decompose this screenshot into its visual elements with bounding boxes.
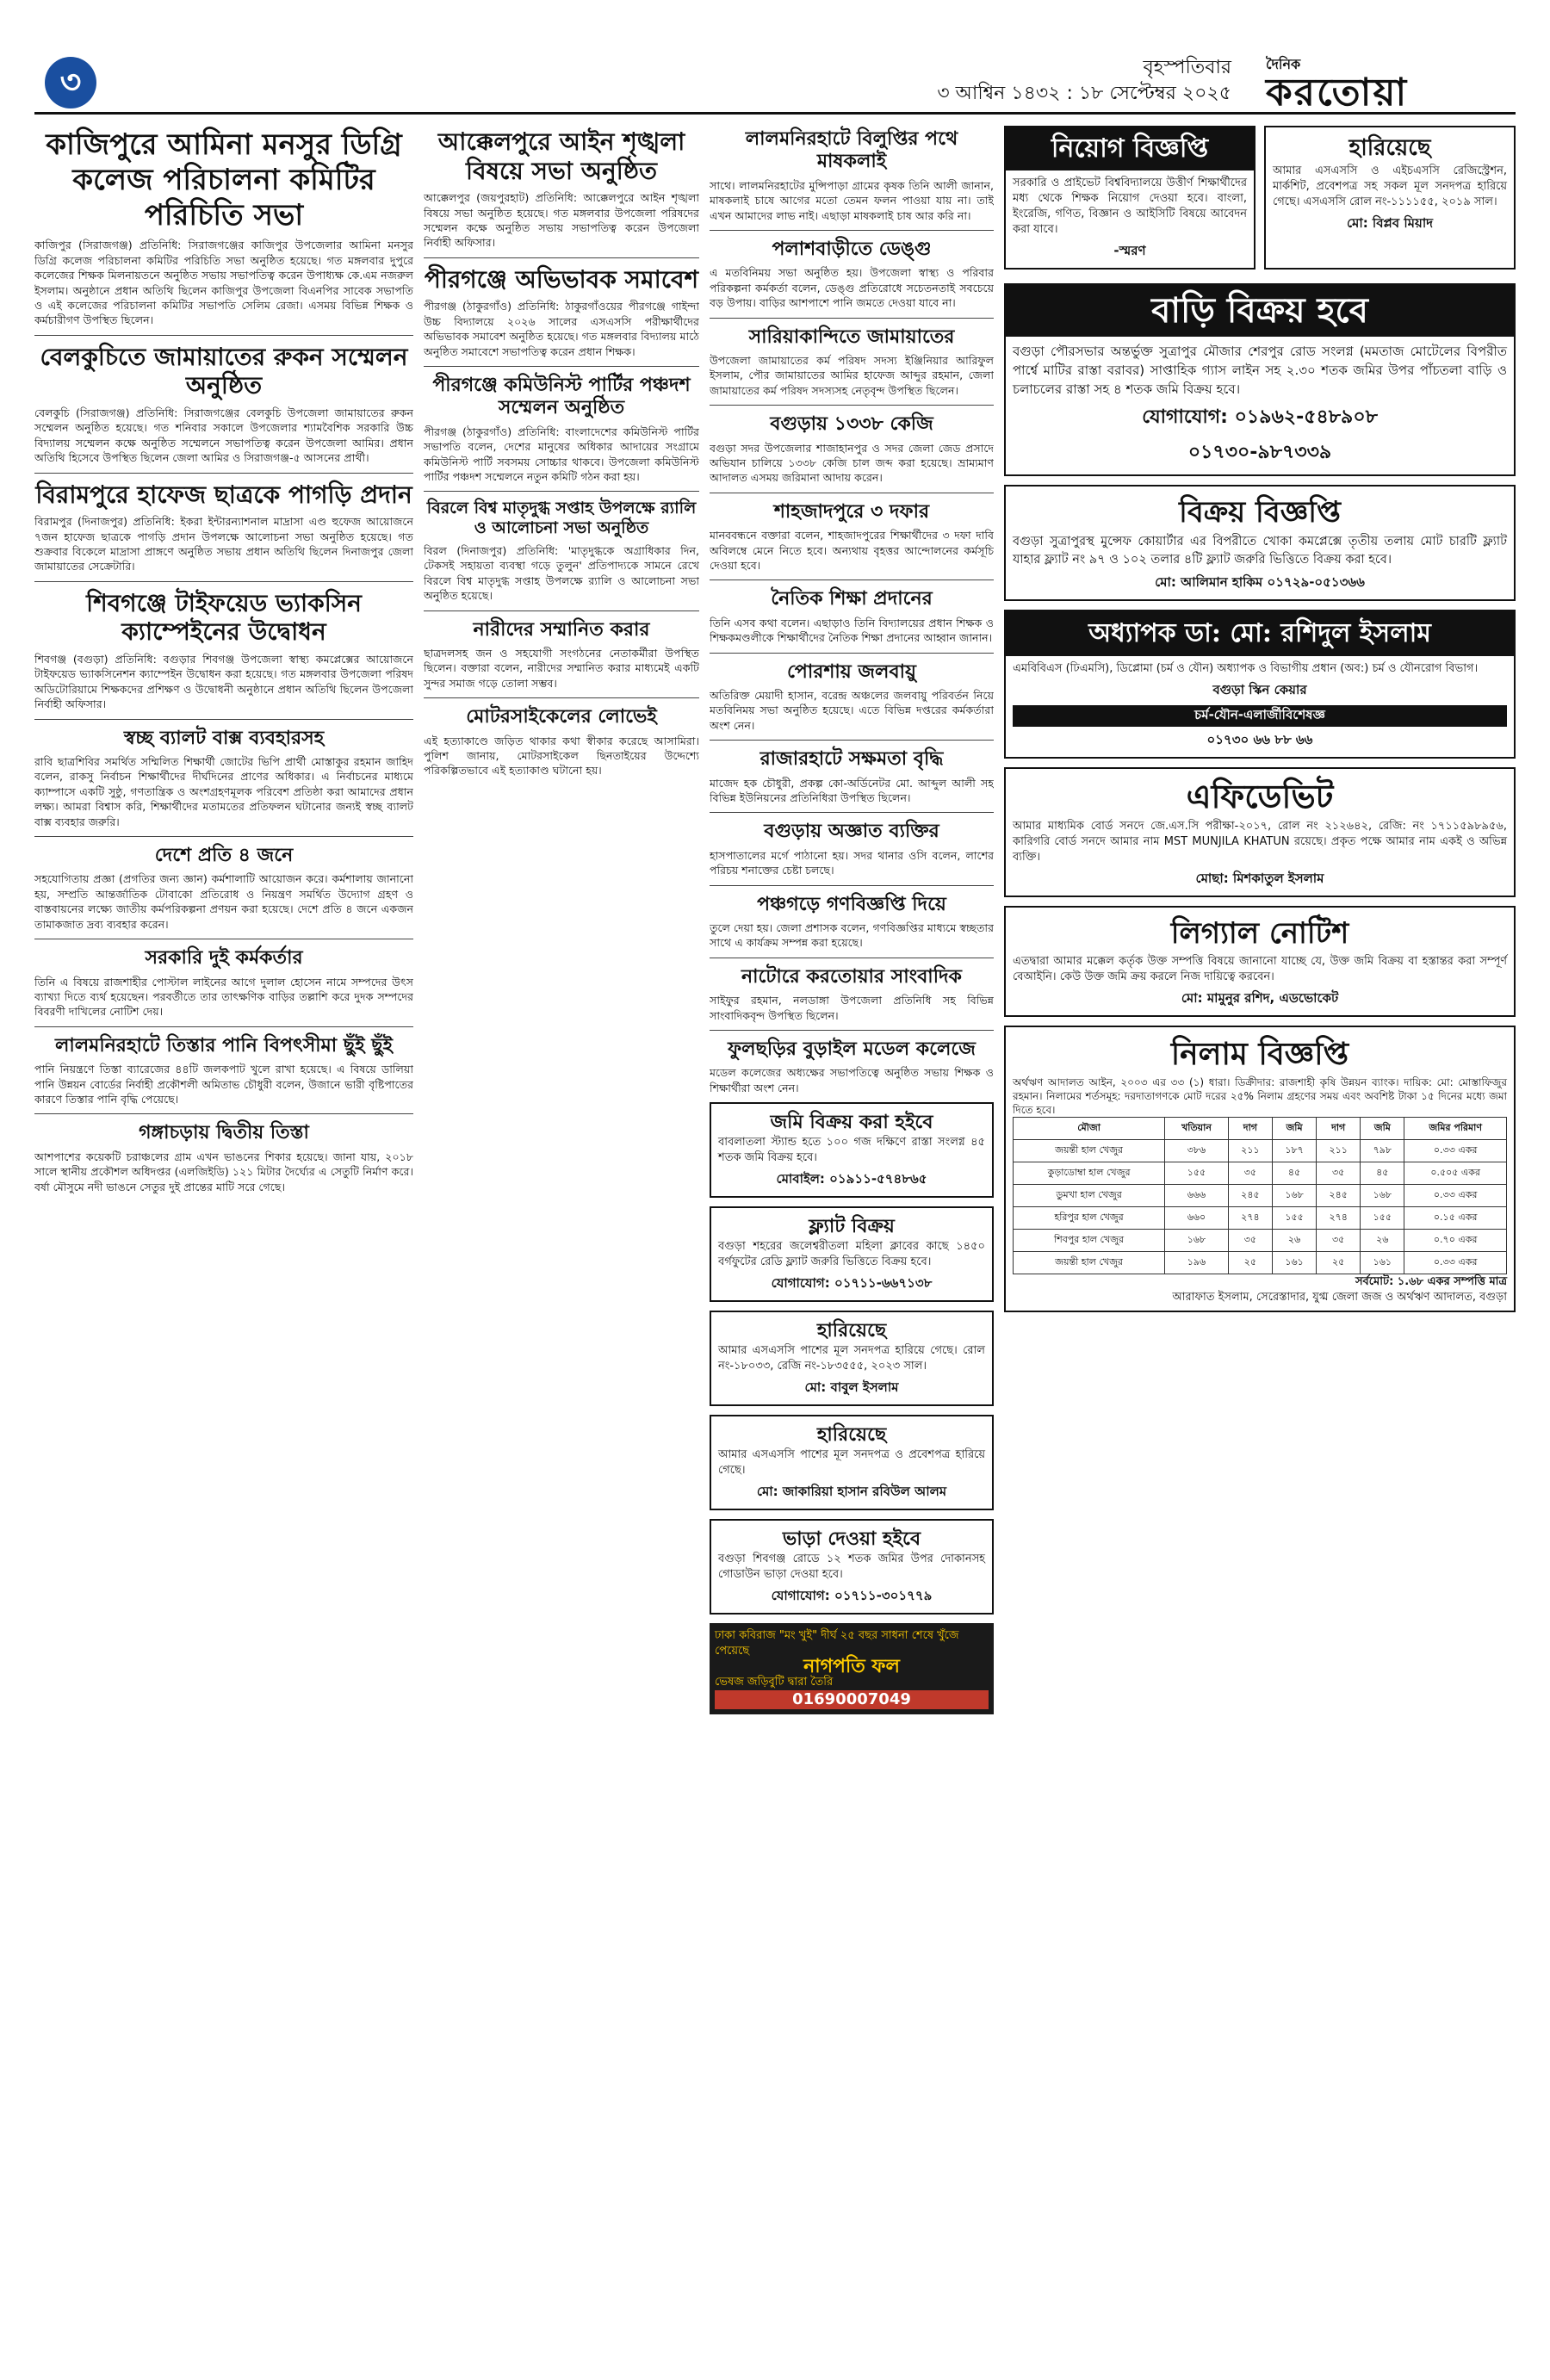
table-cell: ডুমখা হাল খেজুর — [1014, 1185, 1165, 1207]
article-headline: বিরলে বিশ্ব মাতৃদুগ্ধ সপ্তাহ উপলক্ষে র‍্যালি ও আলোচনা সভা অনুষ্ঠিত — [426, 499, 697, 538]
table-header: মৌজা — [1014, 1118, 1165, 1140]
table-cell: ১৫৫ — [1165, 1162, 1229, 1185]
ad-body: আমার মাধ্যমিক বোর্ড সনদে জে.এস.সি পরীক্ষা-২০১৭, রোল নং ২১২৬৪২, রেজি: নং ১৭১১৫৯৮৯৫৬, কারিগরি বোর্ড সনদে আমার নাম MST MUNJILA KHATUN রয়েছে। প্রকৃত পক্ষে আমার নাম একই ও অভিন্ন ব্যক্তি। — [1013, 820, 1507, 864]
table-cell: ০.১৫ একর — [1404, 1207, 1507, 1230]
ad-body: আমার এসএসসি ও এইচএসসি রেজিস্ট্রেশন, মার্কশিট, প্রবেশপত্র সহ সকল মূল সনদপত্র হারিয়ে গেছে। এসএসসি রোল নং-১১১১৫৫, ২০১৯ সাল। — [1273, 164, 1507, 208]
table-row — [1014, 1140, 1507, 1162]
column-2 — [424, 121, 699, 785]
article-body: তিনি এসব কথা বলেন। এছাড়াও তিনি বিদ্যালয়ের প্রধান শিক্ষক ও শিক্ষকমণ্ডলীকে শিক্ষার্থীদের নৈতিক শিক্ষা প্রদানের আহ্বান জানান। — [710, 616, 994, 645]
article-body: এ মতবিনিময় সভা অনুষ্ঠিত হয়। উপজেলা স্বাস্থ্য ও পরিবার পরিকল্পনা কর্মকর্তা বলেন, ডেঙ্গু প্রতিরোধে সচেতনতাই সবচেয়ে বড় উপায়। বাড়ির আশপাশে পানি জমতে দেওয়া যাবে না। — [710, 266, 994, 310]
column-1 — [34, 121, 413, 1201]
herbal-ad-line2: নাগপতি ফল — [803, 1656, 900, 1678]
table-cell: ১৬৮ — [1361, 1185, 1404, 1207]
table-row — [1014, 1185, 1507, 1207]
ad-contact: মো: জাকারিয়া হাসান রবিউল আলম — [756, 1484, 947, 1500]
article-body: সাথে। লালমনিরহাটের মুন্সিপাড়া গ্রামের কৃষক তিনি আলী জানান, মাষকলাই চাষে আগের মতো তেমন ফলন পাওয়া যায় না। তাই এখন আমাদের লাভ নাই। এছাড়া মাষকলাই চাষ আর করি না। — [710, 178, 994, 222]
table-cell: ২৭৪ — [1317, 1207, 1361, 1230]
table-header: খতিয়ান — [1165, 1118, 1229, 1140]
article-body: হাসপাতালের মর্গে পাঠানো হয়। সদর থানার ওসি বলেন, লাশের পরিচয় শনাক্তের চেষ্টা চলছে। — [710, 848, 994, 877]
table-cell: ২৭৪ — [1228, 1207, 1272, 1230]
article-body: পানি নিয়ন্ত্রণে তিস্তা ব্যারেজের ৪৪টি জলকপাট খুলে রাখা হয়েছে। এ বিষয়ে ডালিয়া পানি উন্নয়ন বোর্ডের নির্বাহী প্রকৌশলী অমিতাভ চৌধুরী বলেন, উজানে ভারী বৃষ্টিপাতের কারণে তিস্তার পানি বৃদ্ধি পেয়েছে। — [34, 1063, 413, 1106]
article-body: বেলকুচি (সিরাজগঞ্জ) প্রতিনিধি: সিরাজগঞ্জের বেলকুচি উপজেলা জামায়াতের রুকন সম্মেলন অনুষ্ঠিত হয়েছে। গত শনিবার সকালে উপজেলার শ্যামবৈশিক সরকারি উচ্চ বিদ্যালয় সম্মেলন কক্ষে অনুষ্ঠিত সম্মেলনে সভাপতিত্ব করেন উপজেলা আমির। প্রধান অতিথি হিসেবে উপস্থিত ছিলেন জেলা আমির ও সিরাজগঞ্জ-৫ আসনের প্রার্থী। — [34, 406, 413, 465]
table-header: জমির পরিমাণ — [1404, 1118, 1507, 1140]
table-cell: ০.৫০৫ একর — [1404, 1162, 1507, 1185]
article-headline: পীরগঞ্জে কমিউনিস্ট পার্টির পঞ্চদশ সম্মেলন অনুষ্ঠিত — [432, 374, 691, 419]
table-cell: ১৫৫ — [1272, 1207, 1316, 1230]
ad-body: বগুড়া সুত্রাপুরস্থ মুন্সেফ কোয়ার্টার এর বিপরীতে খোকা কমপ্লেক্সে তৃতীয় তলায় মোট চারটি ফ্ল্যাট যাহার ফ্ল্যাট নং ৯৭ ও ১০২ তলার ৪টি ফ্ল্যাট জরুরি ভিত্তিতে বিক্রয় করা হবে। — [1013, 535, 1507, 567]
table-cell: ৬৬০ — [1165, 1207, 1229, 1230]
table-cell: ২১১ — [1317, 1140, 1361, 1162]
ad-title: বিক্রয় বিজ্ঞপ্তি — [1179, 495, 1341, 530]
table-cell: ৩৫ — [1317, 1230, 1361, 1252]
article-headline: কাজিপুরে আমিনা মনসুর ডিগ্রি কলেজ পরিচালনা কমিটির পরিচিতি সভা — [46, 127, 402, 232]
ad-body: আমার এসএসসি পাশের মূল সনদপত্র হারিয়ে গেছে। রোল নং-১৮০৩৩, রেজি নং-১৮৩৫৫৫, ২০২৩ সাল। — [718, 1344, 985, 1373]
table-cell: ৪৫ — [1361, 1162, 1404, 1185]
article-body: কাজিপুর (সিরাজগঞ্জ) প্রতিনিধি: সিরাজগঞ্জের কাজিপুর উপজেলার আমিনা মনসুর ডিগ্রি কলেজ পরিচালনা কমিটির পরিচিতি সভা অনুষ্ঠিত হয়েছে। গত মঙ্গলবার দুপুরে কলেজের শিক্ষক মিলনায়তনে অনুষ্ঠিত সভায় সভাপতিত্ব করেন উপাধ্যক্ষ কে.এম নজরুল ইসলাম। অনুষ্ঠানে প্রধান অতিথি ছিলেন কাজিপুর উপজেলা বিএনপির সাবেক সভাপতি ও এই কলেজের পরিচালনা কমিটির সভাপতি সেলিম রেজা। এসময় বিভিন্ন শিক্ষক ও কর্মচারীগণ উপস্থিত ছিলেন। — [34, 239, 413, 327]
article-headline: পোরশায় জলবায়ু — [786, 660, 916, 683]
ad-bari-bikroy — [1004, 283, 1516, 476]
table-cell: হরিপুর হাল খেজুর — [1014, 1207, 1165, 1230]
classified-ad — [710, 1206, 994, 1302]
table-cell: জয়ন্তী হাল খেজুর — [1014, 1140, 1165, 1162]
article-body: মডেল কলেজের অধ্যক্ষের সভাপতিত্বে অনুষ্ঠিত সভায় শিক্ষক ও শিক্ষার্থীরা অংশ নেন। — [710, 1066, 994, 1094]
article-headline: লালমনিরহাটে বিলুপ্তির পথে মাষকলাই — [745, 127, 958, 173]
logo-big-text: করতোয়া — [1266, 71, 1409, 115]
article-headline: শাহজাদপুরে ৩ দফার — [773, 499, 930, 523]
table-cell: ১৬১ — [1361, 1252, 1404, 1274]
article-headline: রাজারহাটে সক্ষমতা বৃদ্ধি — [760, 747, 944, 771]
article-headline: মোটরসাইকেলের লোভেই — [466, 705, 657, 728]
ad-hariyeche-top — [1264, 126, 1516, 270]
ad-niyog — [1004, 126, 1256, 270]
article-body: পীরগঞ্জ (ঠাকুরগাঁও) প্রতিনিধি: বাংলাদেশের কমিউনিস্ট পার্টির সভাপতি বলেন, দেশের মানুষের অধিকার আদায়ের সংগ্রামে কমিউনিস্ট পার্টি সবসময় সোচ্চার থাকবে। উপজেলা কমিউনিস্ট পার্টির পঞ্চদশ সম্মেলনে নতুন কমিটি গঠন করা হয়। — [424, 425, 699, 484]
ad-title: ভাড়া দেওয়া হইবে — [782, 1528, 921, 1551]
table-row — [1014, 1252, 1507, 1274]
ad-contact: যোগাযোগ: ০১৯৬২-৫৪৮৯০৮ — [1142, 406, 1378, 428]
table-header: জমি — [1272, 1118, 1316, 1140]
article-headline: ফুলছড়ির বুড়াইল মডেল কলেজে — [728, 1038, 976, 1061]
dateline — [937, 55, 1231, 107]
ad-title: জমি বিক্রয় করা হইবে — [770, 1111, 933, 1134]
ad-contact: যোগাযোগ: ০১৭১১-৬৬৭১৩৮ — [771, 1275, 933, 1292]
ad-body: সরকারি ও প্রাইভেট বিশ্ববিদ্যালয়ে উত্তীর্ণ শিক্ষার্থীদের মধ্য থেকে শিক্ষক নিয়োগ দেওয়া হবে। বাংলা, ইংরেজি, গণিত, বিজ্ঞান ও আইসিটি বিষয়ে আবেদন করা যাবে। — [1013, 177, 1247, 236]
table-cell: ৩৫ — [1228, 1162, 1272, 1185]
ad-title: হারিয়েছে — [1348, 135, 1431, 161]
table-cell: কুড়াডোম্বা হাল খেজুর — [1014, 1162, 1165, 1185]
table-row — [1014, 1162, 1507, 1185]
table-cell: ২৫ — [1317, 1252, 1361, 1274]
article-headline: স্বচ্ছ ব্যালট বাক্স ব্যবহারসহ — [123, 726, 325, 749]
herbal-ad-line3: ভেষজ জড়িবুটি দ্বারা তৈরি — [715, 1676, 834, 1689]
table-cell: ১৬১ — [1272, 1252, 1316, 1274]
ad-contact: মো: আলিমান হাকিম ০১৭২৯-০৫১৩৬৬ — [1155, 574, 1365, 590]
article-body: রাবি ছাত্রশিবির সমর্থিত সম্মিলিত শিক্ষার্থী জোটের ভিপি প্রার্থী মোস্তাকুর রহমান জাহিদ বলেন, রাকসু নির্বাচন শিক্ষার্থীদের দীর্ঘদিনের প্রাণের অধিকার। এ নির্বাচনের মাধ্যমে ক্যাম্পাসে একটি সুষ্ঠু, গণতান্ত্রিক ও অংশগ্রহণমূলক পরিবেশ প্রতিষ্ঠা করা আমাদের প্রধান লক্ষ্য। আমরা বিশ্বাস করি, শিক্ষার্থীদের মতামতের প্রতিফলন ঘটানোর জন্যই স্বচ্ছ ব্যালট বাক্স ব্যবহার জরুরি। — [34, 755, 413, 828]
article-body: সহযোগিতায় প্রজ্ঞা (প্রগতির জন্য জ্ঞান) কর্মশালাটি আয়োজন করে। কর্মশালায় জানানো হয়, সম্প্রতি আন্তর্জাতিক টোবাকো প্রতিরোধ ও নিয়ন্ত্রণ সমর্থিত উদ্যোগ গ্রহণ ও বাস্তবায়নের লক্ষ্যে জাতীয় কর্মপরিকল্পনা প্রণয়ন করা হয়েছে। দেশে প্রতি ৪ জনে একজন তামাকজাত দ্রব্য ব্যবহার করেন। — [34, 872, 413, 931]
ad-title: নিলাম বিজ্ঞপ্তি — [1170, 1036, 1349, 1072]
table-cell: ১৫৫ — [1361, 1207, 1404, 1230]
table-cell: ২৬ — [1361, 1230, 1404, 1252]
article-body: তুলে দেয়া হয়। জেলা প্রশাসক বলেন, গণবিজ্ঞপ্তির মাধ্যমে স্বচ্ছতার সাথে এ কার্যক্রম সম্পন্ন করা হয়েছে। — [710, 921, 994, 950]
ad-affidavit — [1004, 767, 1516, 897]
table-cell: ৩৫ — [1317, 1162, 1361, 1185]
newspaper-logo — [1257, 52, 1516, 115]
article-headline: বেলকুচিতে জামায়াতের রুকন সম্মেলন অনুষ্ঠিত — [40, 342, 408, 400]
ad-doctor — [1004, 610, 1516, 759]
table-row — [1014, 1207, 1507, 1230]
ad-contact: মোছা: মিশকাতুল ইসলাম — [1195, 871, 1324, 886]
ad-title: এফিডেভিট — [1186, 777, 1334, 815]
herbal-ad-line1: ঢাকা কবিরাজ "মং খুই" দীর্ঘ ২৫ বছর সাধনা শেষে খুঁজে পেয়েছে — [715, 1629, 959, 1658]
table-header: জমি — [1361, 1118, 1404, 1140]
article-headline: শিবগঞ্জে টাইফয়েড ভ্যাকসিন ক্যাম্পেইনের উদ্বোধন — [86, 588, 362, 647]
ad-title: অধ্যাপক ডা: মো: রশিদুল ইসলাম — [1006, 611, 1514, 656]
ad-body: বগুড়া শিবগঞ্জ রোডে ১২ শতক জমির উপর দোকানসহ গোডাউন ভাড়া দেওয়া হবে। — [718, 1553, 985, 1582]
ad-contact: ০১৭৩০ ৬৬ ৮৮ ৬৬ — [1206, 732, 1313, 747]
table-cell: ৬৬৬ — [1165, 1185, 1229, 1207]
ad-nilam — [1004, 1026, 1516, 1312]
article-body: মানববন্ধনে বক্তারা বলেন, শাহজাদপুরের শিক্ষার্থীদের ৩ দফা দাবি অবিলম্বে মেনে নিতে হবে। অন্যথায় বৃহত্তর আন্দোলনের কর্মসূচি দেওয়া হবে। — [710, 529, 994, 573]
table-cell: ৩৫ — [1228, 1230, 1272, 1252]
table-cell: ৪৫ — [1272, 1162, 1316, 1185]
nilam-table — [1013, 1117, 1507, 1274]
article-headline: নাটোরে করতোয়ার সাংবাদিক — [741, 964, 962, 988]
doctor-specialty: চর্ম-যৌন-এলার্জীবিশেষজ্ঞ — [1013, 705, 1507, 727]
article-headline: নৈতিক শিক্ষা প্রদানের — [771, 587, 933, 610]
article-headline: সরকারি দুই কর্মকর্তার — [145, 946, 303, 970]
article-body: বিরল (দিনাজপুর) প্রতিনিধি: 'মাতৃদুগ্ধকে অগ্রাধিকার দিন, টেকসই সহায়তা ব্যবস্থা গড়ে তুলুন' প্রতিপাদ্যকে সামনে রেখে বিরলে বিশ্ব মাতৃদুগ্ধ সপ্তাহ উপলক্ষে র‍্যালি ও আলোচনা সভা অনুষ্ঠিত হয়েছে। — [424, 544, 699, 603]
article-headline: বিরামপুরে হাফেজ ছাত্রকে পাগড়ি প্রদান — [35, 480, 412, 509]
table-cell: ০.৩৩ একর — [1404, 1140, 1507, 1162]
table-cell: ২৪৫ — [1317, 1185, 1361, 1207]
ad-title: বাড়ি বিক্রয় হবে — [1006, 285, 1514, 337]
ad-body: এতদ্বারা আমার মক্কেল কর্তৃক উক্ত সম্পত্তি বিষয়ে জানানো যাচ্ছে যে, উক্ত জমি বিক্রয় বা হস্তান্তর করা সম্পূর্ণ বেআইনি। কেউ উক্ত জমি ক্রয় করলে নিজ দায়িত্বে করবেন। — [1013, 955, 1507, 983]
ad-legal-notice — [1004, 906, 1516, 1017]
table-cell: ৭৯৮ — [1361, 1140, 1404, 1162]
table-cell: ১৯৬ — [1165, 1252, 1229, 1274]
article-headline: বগুড়ায় ১৩৩৮ কেজি — [770, 412, 933, 436]
table-header: দাগ — [1228, 1118, 1272, 1140]
table-cell: ০.৩৩ একর — [1404, 1252, 1507, 1274]
date-label: ৩ আশ্বিন ১৪৩২ : ১৮ সেপ্টেম্বর ২০২৫ — [937, 83, 1231, 104]
ad-contact: মো: বিপ্লব মিয়াদ — [1346, 215, 1434, 231]
ad-bikroy — [1004, 485, 1516, 601]
ad-contact: মো: মামুনুর রশিদ, এডভোকেট — [1181, 990, 1339, 1006]
ad-contact: মো: বাবুল ইসলাম — [804, 1379, 899, 1396]
table-cell: ০.৭০ একর — [1404, 1230, 1507, 1252]
article-headline: পলাশবাড়ীতে ডেঙ্গু — [772, 238, 932, 260]
logo-small-text: দৈনিক — [1266, 56, 1301, 72]
article-headline: দেশে প্রতি ৪ জনে — [154, 844, 294, 867]
table-header: দাগ — [1317, 1118, 1361, 1140]
article-headline: আক্কেলপুরে আইন শৃঙ্খলা বিষয়ে সভা অনুষ্ঠিত — [437, 127, 685, 185]
article-headline: লালমনিরহাটে তিস্তার পানি বিপৎসীমা ছুঁই ছুঁই — [54, 1033, 393, 1057]
table-cell: ৩৮৬ — [1165, 1140, 1229, 1162]
article-body: আশপাশের কয়েকটি চরাঞ্চলের গ্রাম এখন ভাঙনের শিকার হয়েছে। জানা যায়, ২০১৮ সালে স্থানীয় প্রকৌশল অধিদপ্তর (এলজিইডি) ১২১ মিটার দৈর্ঘ্যের এ সেতুটি নির্মাণ করে। বর্ষা মৌসুমে নদী ভাঙনে সেতুর দুই প্রান্তের মাটি সরে গেছে। — [34, 1150, 413, 1193]
article-body: অতিরিক্ত মেয়াদী হাসান, বরেন্দ্র অঞ্চলের জলবায়ু পরিবর্তন নিয়ে মতবিনিময় সভা অনুষ্ঠিত হয়েছে। এতে বিভিন্ন দপ্তরের কর্মকর্তারা অংশ নেন। — [710, 689, 994, 732]
classified-ad — [710, 1311, 994, 1406]
article-body: সাইফুর রহমান, নলডাঙ্গা উপজেলা প্রতিনিধি সহ বিভিন্ন সাংবাদিকবৃন্দ উপস্থিত ছিলেন। — [710, 994, 994, 1022]
table-cell: ২৬ — [1272, 1230, 1316, 1252]
article-body: ছাত্রদলসহ জন ও সহযোগী সংগঠনের নেতাকর্মীরা উপস্থিত ছিলেন। বক্তারা বলেন, নারীদের সম্মানিত করার মাধ্যমেই একটি সুন্দর সমাজ গড়ে তোলা সম্ভব। — [424, 647, 699, 690]
article-body: শিবগঞ্জ (বগুড়া) প্রতিনিধি: বগুড়ার শিবগঞ্জ উপজেলা স্বাস্থ্য কমপ্লেক্সের আয়োজনে টাইফয়েড ভ্যাকসিনেশন ক্যাম্পেইন উদ্বোধন করা হয়েছে। গত মঙ্গলবার উপজেলা পরিষদ অডিটোরিয়ামে শিক্ষকদের প্রশিক্ষণ ও উদ্বোধনী অনুষ্ঠানে প্রধান অতিথি ছিলেন উপজেলা নির্বাহী অফিসার। — [34, 653, 413, 711]
nilam-total: সর্বমোট: ১.৬৮ একর সম্পত্তি মাত্র — [1355, 1275, 1507, 1288]
ad-title: ফ্ল্যাট বিক্রয় — [809, 1215, 895, 1238]
article-body: তিনি এ বিষয়ে রাজশাহীর পোস্টাল লাইনের আগে দুলাল হোসেন নামে সম্পদের উৎস ব্যাখ্যা দিতে ব্যর্থ হয়েছেন। পরবর্তীতে তার তাৎক্ষণিক বাড়ির তল্লাশি করে দুদক সম্পদের বিবরণী দাখিলের নোটিশ দেয়। — [34, 975, 413, 1019]
herbal-ad-phone: 01690007049 — [715, 1690, 989, 1709]
ad-title: হারিয়েছে — [816, 1423, 887, 1447]
ad-body: এমবিবিএস (ঢিএমসি), ডিপ্লোমা (চর্ম ও যৌন) অধ্যাপক ও বিভাগীয় প্রধান (অব:) চর্ম ও যৌনরোগ বিভাগ। — [1013, 662, 1479, 675]
article-body: বগুড়া সদর উপজেলার শাজাহানপুর ও সদর জেলা জেড প্রসাদে অভিযান চালিয়ে ১৩৩৮ কেজি চাল জব্দ করা হয়েছে। ভ্রাম্যমাণ আদালত এসময় জরিমানা আদায় করেন। — [710, 441, 994, 485]
table-cell: শিবপুর হাল খেজুর — [1014, 1230, 1165, 1252]
ad-body: বাবলাতলা স্ট্যান্ড হতে ১০০ গজ দক্ষিণে রাস্তা সংলগ্ন ৪৫ শতক জমি বিক্রয় হবে। — [718, 1136, 985, 1165]
article-body: বিরামপুর (দিনাজপুর) প্রতিনিধি: ইকরা ইন্টারন্যাশনাল মাদ্রাসা এণ্ড হুফেজ আয়োজনে ৭জন হাফেজ ছাত্রকে পাগড়ি প্রদান উপলক্ষে আলোচনা সভা অনুষ্ঠিত হয়েছে। গত শুক্রবার বিকেলে মাদ্রাসা প্রাঙ্গণে অনুষ্ঠিত সভায় প্রধান অতিথি ছিলেন দিনাজপুর জেলা জামায়াতের সেক্রেটারি। — [34, 515, 413, 573]
table-cell: ১৬৮ — [1272, 1185, 1316, 1207]
column-3 — [710, 121, 994, 1714]
ad-contact: ০১৭৩০-৯৮৭৩৩৯ — [1187, 442, 1332, 463]
article-body: আক্কেলপুর (জয়পুরহাট) প্রতিনিধি: আক্কেলপুরে আইন শৃঙ্খলা বিষয়ে সভা অনুষ্ঠিত হয়েছে। গত মঙ্গলবার উপজেলা পরিষদের সম্মেলন কক্ষে অনুষ্ঠিত সভায় সভাপতিত্ব করেন উপজেলা নির্বাহী অফিসার। — [424, 191, 699, 250]
article-body: মাজেদ হক চৌধুরী, প্রকল্প কো-অর্ডিনেটর মো. আব্দুল আলী সহ বিভিন্ন ইউনিয়নের প্রতিনিধিরা উপস্থিত ছিলেন। — [710, 776, 994, 805]
classified-ad — [710, 1415, 994, 1510]
table-cell: ২১১ — [1228, 1140, 1272, 1162]
article-headline: বগুড়ায় অজ্ঞাত ব্যক্তির — [764, 820, 939, 843]
column-4-ads — [1004, 121, 1516, 1321]
article-body: এই হত্যাকাণ্ডে জড়িত থাকার কথা স্বীকার করেছে আসামিরা। পুলিশ জানায়, মোটরসাইকেল ছিনতাইয়ের উদ্দেশ্যে পরিকল্পিতভাবে এই হত্যাকাণ্ড ঘটানো হয়। — [424, 734, 699, 778]
table-cell: ২৪৫ — [1228, 1185, 1272, 1207]
ad-contact: যোগাযোগ: ০১৭১১-৩০১৭৭৯ — [771, 1588, 933, 1604]
table-cell: জয়ন্তী হাল খেজুর — [1014, 1252, 1165, 1274]
article-body: উপজেলা জামায়াতের কর্ম পরিষদ সদস্য ইঞ্জিনিয়ার আরিফুল ইসলাম, পৌর জামায়াতের আমির হাফেজ আব্দুর রহমান, জেলা জামায়াতের কর্ম পরিষদ সদস্যসহ নেতৃবৃন্দ উপস্থিত ছিলেন। — [710, 354, 994, 397]
ad-body: বগুড়া শহরের জলেশ্বরীতলা মহিলা ক্লাবের কাছে ১৪৫০ বর্গফুটের রেডি ফ্ল্যাট জরুরি ভিত্তিতে বিক্রয় হবে। — [718, 1240, 985, 1269]
article-headline: সারিয়াকান্দিতে জামায়াতের — [748, 325, 955, 348]
classified-ad — [710, 1519, 994, 1615]
article-headline: নারীদের সম্মানিত করার — [473, 617, 650, 641]
table-cell: ১৬৮ — [1165, 1230, 1229, 1252]
day-label: বৃহস্পতিবার — [1143, 57, 1231, 78]
article-body: পীরগঞ্জ (ঠাকুরগাঁও) প্রতিনিধি: ঠাকুরগাঁওয়ের পীরগঞ্জে গাইন্দা উচ্চ বিদ্যালয়ে ২০২৬ সালের এসএসসি পরীক্ষার্থীদের অভিভাবক সমাবেশ অনুষ্ঠিত হয়েছে। গত মঙ্গলবার বিদ্যালয় মাঠে অনুষ্ঠিত সমাবেশে সভাপতিত্ব করেন প্রধান শিক্ষক। — [424, 300, 699, 358]
table-row — [1014, 1230, 1507, 1252]
ad-title: লিগ্যাল নোটিশ — [1170, 916, 1349, 951]
ad-title: নিয়োগ বিজ্ঞপ্তি — [1006, 127, 1254, 170]
article-headline: গঙ্গাচড়ায় দ্বিতীয় তিস্তা — [139, 1121, 309, 1144]
ad-body: আমার এসএসসি পাশের মূল সনদপত্র ও প্রবেশপত্র হারিয়ে গেছে। — [718, 1448, 985, 1478]
table-cell: ২৫ — [1228, 1252, 1272, 1274]
masthead — [34, 52, 1516, 115]
ad-contact: মোবাইল: ০১৯১১-৫৭৪৮৬৫ — [776, 1171, 927, 1187]
classified-ad — [710, 1102, 994, 1198]
ad-body: অর্থঋণ আদালত আইন, ২০০৩ এর ৩৩ (১) ধারা। ডিক্রীদার: রাজশাহী কৃষি উন্নয়ন ব্যাংক। দায়িক: মো: মোস্তাফিজুর রহমান। নিলামের শর্তসমূহ: দরদাতাগণকে মোট দরের ২৫% নিলাম গ্রহণের সময় এবং অবশিষ্ট টাকা ১৫ দিনের মধ্যে জমা দিতে হবে। — [1013, 1076, 1507, 1116]
ad-contact: -স্মরণ — [1113, 243, 1146, 258]
table-cell: ০.৩৩ একর — [1404, 1185, 1507, 1207]
article-headline: পীরগঞ্জে অভিভাবক সমাবেশ — [424, 264, 699, 294]
ad-body: বগুড়া পৌরসভার অন্তর্ভুক্ত সুত্রাপুর মৌজার শেরপুর রোড সংলগ্ন (মমতাজ মোটেলের বিপরীত পার্শ্বে মাটির রাস্তা বরাবর) সাপ্তাহিক গ্যাস লাইন সহ ২.৩০ শতক জমির উপর পাঁচতলা বাড়ি ও চলাচলের রাস্তা সহ ৪ শতক জমি বিক্রয় হবে। — [1013, 344, 1507, 397]
page-number-badge: ৩ — [45, 57, 96, 108]
table-cell: ১৮৭ — [1272, 1140, 1316, 1162]
ad-title: হারিয়েছে — [816, 1319, 887, 1342]
article-headline: পঞ্চগড়ে গণবিজ্ঞপ্তি দিয়ে — [757, 892, 946, 915]
newspaper-page — [34, 0, 1516, 2380]
nilam-signature: আরাফাত ইসলাম, সেরেস্তাদার, যুগ্ম জেলা জজ ও অর্থঋণ আদালত, বগুড়া — [1172, 1291, 1507, 1304]
herbal-ad — [710, 1623, 994, 1714]
doctor-chamber: বগুড়া স্কিন কেয়ার — [1212, 682, 1307, 697]
